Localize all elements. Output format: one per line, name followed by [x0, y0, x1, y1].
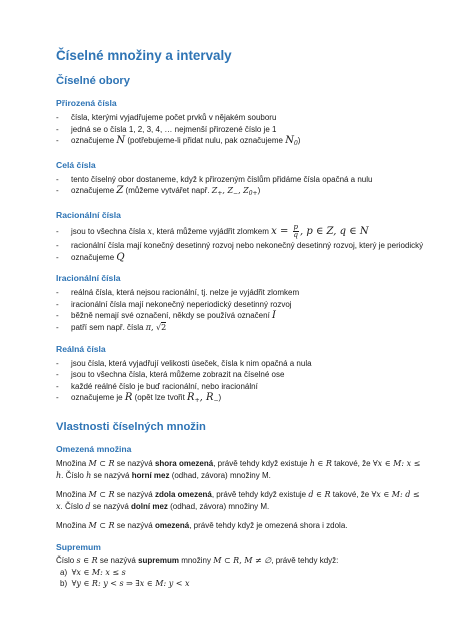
list-realna	[56, 358, 426, 407]
math-symbol: Q	[116, 251, 125, 263]
text-run: (potřebujeme-li přidat nulu, pak označujeme	[125, 136, 286, 146]
math-symbol: , Z	[222, 186, 234, 196]
math-symbol: x	[147, 226, 152, 236]
list-item: - reálná čísla, která nejsou racionální, tj. nelze je vyjádřit zlomkem	[56, 287, 426, 299]
text-run: , právě tehdy když existuje	[211, 490, 309, 500]
condition-label: b)	[60, 579, 68, 589]
text-run: označujeme	[71, 136, 117, 146]
text-run: , která můžeme vyjádřit zlomkem	[152, 226, 272, 236]
math-symbol: N	[285, 135, 294, 147]
section-prirozena	[56, 98, 426, 150]
math-symbol: h	[86, 470, 92, 480]
page-title: Číselné množiny a intervaly	[56, 48, 232, 63]
text-run: běžně nemají své označení, někdy se používá označení	[71, 311, 273, 321]
math-expression: ∀x ∈ M: d ≤ x	[56, 490, 420, 511]
list-prirozena	[56, 112, 426, 150]
text-run: označujeme je	[71, 393, 125, 403]
math-symbol: R	[187, 392, 195, 404]
math-symbol: N	[116, 135, 126, 147]
math-subscript: 0+	[248, 190, 258, 198]
math-subscript: +	[217, 190, 223, 198]
text-run: Číslo	[56, 555, 77, 565]
heading-vlastnosti: Vlastnosti číselných množin	[56, 420, 206, 433]
list-iracionalni	[56, 287, 426, 333]
text-run: takové, že	[330, 490, 372, 500]
text-run: se nazývá	[114, 490, 155, 500]
text-run: patří sem např. čísla	[71, 322, 146, 332]
term-bold: shora omezená	[154, 458, 214, 468]
math-symbol: π	[145, 322, 151, 332]
document-page	[56, 48, 426, 589]
list-item	[56, 135, 426, 150]
text-run: . Číslo	[61, 470, 87, 480]
text-run: , právě tehdy když existuje	[213, 458, 310, 468]
heading-prirozena: Přirozená čísla	[56, 98, 117, 108]
paragraph-zdola-omezena	[56, 489, 426, 512]
math-expression: ∀x ∈ M: x ≤ s	[71, 568, 126, 578]
list-cela	[56, 174, 426, 200]
heading-ciselne-obory: Číselné obory	[56, 75, 130, 87]
list-item	[56, 185, 426, 200]
text-run: se nazývá	[114, 458, 155, 468]
list-item	[56, 224, 426, 240]
math-symbol: d	[85, 501, 91, 511]
section-realna	[56, 344, 426, 407]
term-bold: dolní mez	[131, 501, 168, 511]
list-item: - jsou čísla, která vyjadřují velikosti úseček, čísla k nim opačná a nula	[56, 358, 426, 370]
math-expression: M ⊂ R	[88, 521, 115, 531]
paragraph-supremum	[56, 555, 426, 567]
section-cela	[56, 160, 426, 200]
fraction	[293, 224, 299, 239]
text-run: označujeme	[71, 186, 117, 196]
heading-supremum: Supremum	[56, 541, 101, 552]
text-run: . Číslo	[60, 501, 86, 511]
list-item: - jsou to všechna čísla, která můžeme zobrazit na číselné ose	[56, 369, 426, 381]
math-expression: M ⊂ R	[88, 490, 115, 500]
math-symbol: Z	[116, 185, 124, 197]
heading-realna: Reálná čísla	[56, 343, 106, 354]
text-run: (odhad, závora) množiny M.	[167, 501, 270, 511]
list-item: - jedná se o čísla 1, 2, 3, 4, … nejmenší přirozené číslo je 1	[56, 124, 426, 136]
term-bold: horní mez	[131, 470, 170, 480]
section-iracionalni	[56, 273, 426, 333]
text-run: označujeme	[71, 252, 117, 262]
math-expression: M ⊂ R, M ≠ ∅	[213, 555, 272, 565]
math-expression: , p ∈ Z, q ∈ N	[300, 225, 369, 237]
text-run: (můžeme vytvářet např.	[123, 186, 212, 196]
text-run: Množina	[56, 458, 89, 468]
supremum-condition-b	[56, 578, 426, 589]
list-item: - tento číselný obor dostaneme, když k přirozeným číslům přidáme čísla opačná a nulu	[56, 174, 426, 186]
sqrt-radicand	[161, 322, 166, 332]
text-run: množiny	[178, 555, 214, 565]
heading-iracionalni: Iracionální čísla	[56, 273, 121, 284]
term-bold: omezená	[154, 521, 190, 531]
math-subscript: −	[233, 190, 239, 198]
term-bold: zdola omezená	[154, 490, 212, 500]
text-run: se nazývá	[90, 501, 132, 511]
math-symbol: Z	[211, 186, 218, 196]
math-expression: s ∈ R	[76, 555, 98, 565]
text-run: se nazývá	[91, 470, 132, 480]
term-bold: supremum	[138, 555, 179, 565]
list-item	[56, 310, 426, 322]
text-run: Množina	[56, 490, 89, 500]
math-symbol: , R	[199, 392, 214, 404]
list-item: - každé reálné číslo je buď racionální, nebo iracionální	[56, 381, 426, 393]
heading-cela: Celá čísla	[56, 159, 96, 170]
text-run: Množina	[56, 521, 89, 531]
fraction-numerator: p	[293, 223, 299, 232]
math-expression: x =	[271, 225, 292, 237]
list-item: - čísla, kterými vyjadřujeme počet prvků v nějakém souboru	[56, 112, 426, 124]
text-run: 2	[161, 322, 167, 332]
math-subscript: +	[194, 397, 200, 405]
paragraph-omezena	[56, 520, 426, 532]
heading-omezena: Omezená množina	[56, 443, 132, 454]
section-racionalni	[56, 210, 426, 263]
text-run: se nazývá	[97, 555, 139, 565]
math-symbol: , Z	[238, 186, 249, 196]
text-run: , právě tehdy když je omezená shora i zdola.	[189, 521, 348, 531]
math-expression: M ⊂ R	[88, 458, 115, 468]
list-item	[56, 392, 426, 407]
fraction-denominator: q	[293, 231, 299, 240]
list-item	[56, 322, 426, 334]
text-run: (opět lze tvořit	[132, 393, 188, 403]
list-racionalni	[56, 224, 426, 263]
math-expression: ∀x ∈ M: x ≤ h	[56, 458, 421, 480]
list-item	[56, 252, 426, 264]
math-expression: h ∈ R	[309, 458, 332, 468]
text-run: )	[297, 136, 301, 146]
text-run: , právě tehdy když:	[271, 555, 339, 565]
math-symbol: R	[124, 392, 133, 404]
math-symbol: , √	[150, 322, 162, 332]
text-run: )	[257, 186, 261, 196]
list-item: - iracionální čísla mají nekonečný neperiodický desetinný rozvoj	[56, 299, 426, 311]
math-expression: d ∈ R	[308, 490, 331, 500]
condition-label: a)	[60, 568, 68, 578]
math-symbol: I	[272, 310, 276, 322]
text-run: takové, že	[331, 458, 373, 468]
math-expression: ∀y ∈ R: y < s ⇒ ∃x ∈ M: y < x	[71, 579, 190, 589]
math-subscript: 0	[293, 140, 298, 148]
list-item: - racionální čísla mají konečný desetinný rozvoj nebo nekonečný desetinný rozvoj, který je periodický	[56, 240, 426, 252]
heading-racionalni: Racionální čísla	[56, 209, 121, 220]
text-run: se nazývá	[114, 521, 155, 531]
text-run: )	[218, 393, 222, 403]
paragraph-shora-omezena	[56, 458, 426, 481]
supremum-condition-a	[56, 567, 426, 578]
math-subscript: −	[213, 397, 219, 405]
text-run: jsou to všechna čísla	[71, 226, 148, 236]
text-run: (odhad, závora) množiny M.	[169, 470, 271, 480]
